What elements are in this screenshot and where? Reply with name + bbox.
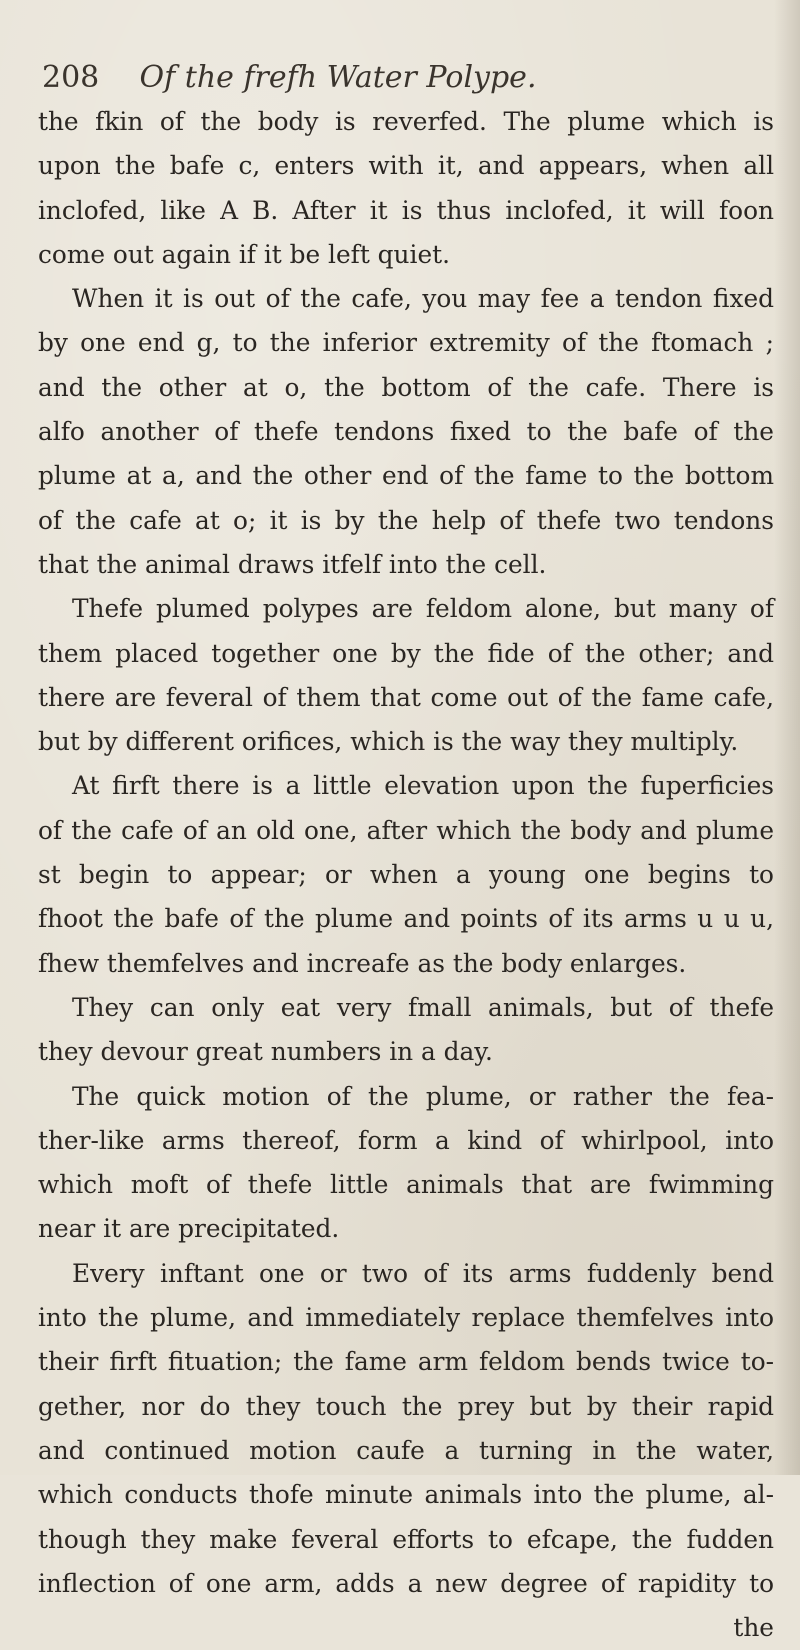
text-line: by one end g, to the inferior extremity of the ftomach ; <box>38 328 774 358</box>
text-line: which moft of thefe little animals that are fwimming <box>38 1170 774 1200</box>
text-line: fhoot the bafe of the plume and points of its arms u u u, <box>38 904 774 934</box>
text-line: They can only eat very fmall animals, but of thefe <box>72 992 774 1022</box>
text-line: their firft fituation; the fame arm feldom bends twice to- <box>38 1347 774 1377</box>
text-line: When it is out of the cafe, you may fee a tendon fixed <box>72 284 774 314</box>
text-line: The quick motion of the plume, or rather the fea- <box>72 1081 774 1111</box>
text-line: of the cafe of an old one, after which the body and plume <box>38 815 774 845</box>
text-line: come out again if it be left quiet. <box>38 239 450 269</box>
text-line: but by different orifices, which is the way they multiply. <box>38 727 739 757</box>
text-line: near it are precipitated. <box>38 1214 340 1244</box>
text-line: ther-like arms thereof, form a kind of whirlpool, into <box>38 1125 774 1155</box>
page-edge-shadow <box>774 0 800 1475</box>
text-line: that the animal draws itfelf into the cell. <box>38 549 547 579</box>
text-line: Thefe plumed polypes are feldom alone, but many of <box>72 594 774 624</box>
running-head <box>42 58 762 98</box>
text-line: though they make feveral efforts to efcape, the fudden <box>38 1524 774 1554</box>
text-line: which conducts thofe minute animals into the plume, al- <box>38 1480 774 1510</box>
text-line: fhew themfelves and increafe as the body enlarges. <box>38 948 687 978</box>
running-title: Of the frefh Water Polype. <box>139 60 537 95</box>
text-line: there are feveral of them that come out of the fame cafe, <box>38 682 774 712</box>
text-line: st begin to appear; or when a young one begins to <box>38 860 774 890</box>
text-line: plume at a, and the other end of the fame to the bottom <box>38 461 774 491</box>
text-line: gether, nor do they touch the prey but by their rapid <box>38 1391 774 1421</box>
text-line: into the plume, and immediately replace themfelves into <box>38 1303 774 1333</box>
text-line: and continued motion caufe a turning in the water, <box>38 1435 774 1465</box>
text-line: alfo another of thefe tendons fixed to the bafe of the <box>38 417 774 447</box>
text-line: inclofed, like A B. After it is thus inclofed, it will foon <box>38 195 774 225</box>
text-line: upon the bafe c, enters with it, and appears, when all <box>38 151 774 181</box>
text-line: and the other at o, the bottom of the cafe. There is <box>38 372 774 402</box>
text-line: Every inftant one or two of its arms fuddenly bend <box>72 1258 774 1288</box>
page-number: 208 <box>42 60 100 95</box>
text-line: they devour great numbers in a day. <box>38 1037 493 1067</box>
text-line: At firft there is a little elevation upon the fuperficies <box>72 771 774 801</box>
catchword: the <box>733 1613 774 1643</box>
text-line: them placed together one by the fide of the other; and <box>38 638 774 668</box>
text-line: of the cafe at o; it is by the help of thefe two tendons <box>38 505 774 535</box>
text-line: inflection of one arm, adds a new degree of rapidity to <box>38 1568 774 1598</box>
body-text <box>38 100 774 1650</box>
text-line: the fkin of the body is reverfed. The plume which is <box>38 107 774 136</box>
